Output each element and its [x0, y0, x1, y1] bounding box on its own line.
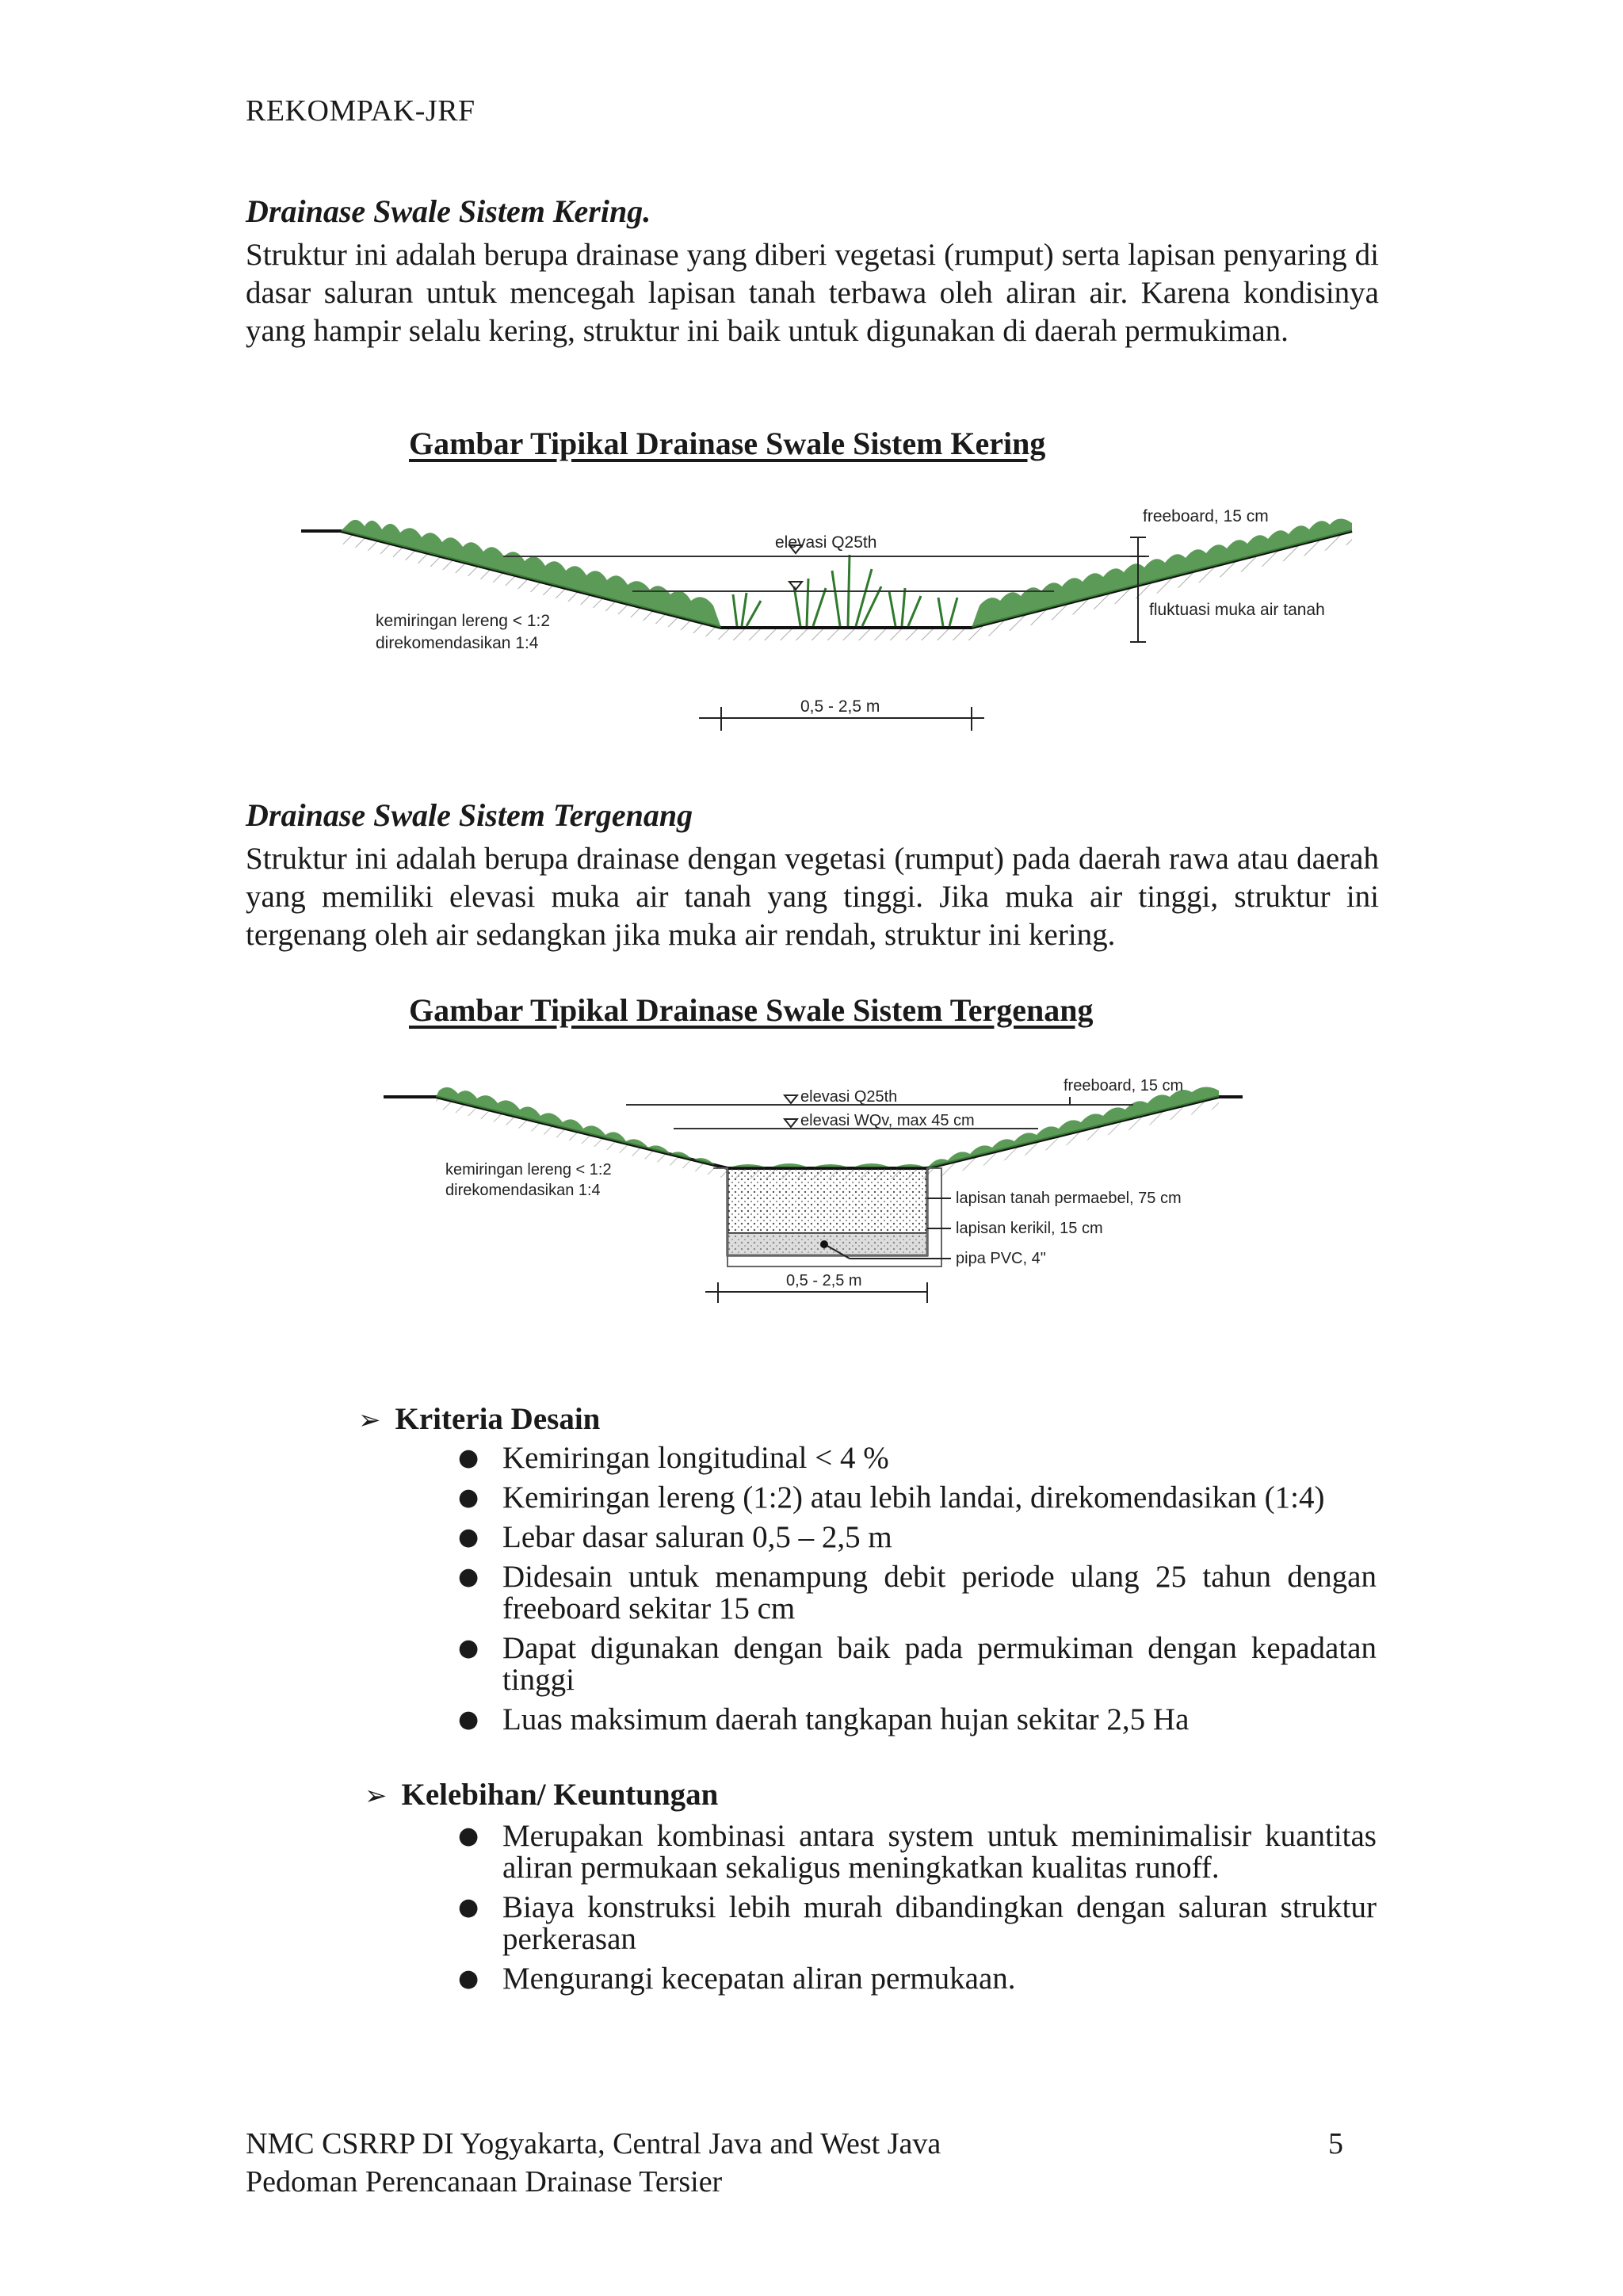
- kelebihan-list: [458, 1819, 1377, 2003]
- arrow-bullet-icon: ➢: [365, 1780, 388, 1812]
- bullet-icon: ●: [458, 1822, 479, 1850]
- label-width-2: 0,5 - 2,5 m: [786, 1272, 862, 1289]
- diagram-swale-tergenang: [372, 1070, 1268, 1308]
- kelebihan-heading-row: [365, 1777, 718, 1813]
- list-item: ● Dapat digunakan dengan baik pada permukiman dengan kepadatan tinggi: [458, 1631, 1377, 1697]
- label-slope-1b: kemiringan lereng < 1:2: [445, 1161, 612, 1179]
- bullet-icon: ●: [458, 1484, 479, 1511]
- label-slope-2b: direkomendasikan 1:4: [445, 1182, 601, 1199]
- label-lapisan-kerikil: lapisan kerikil, 15 cm: [956, 1220, 1103, 1237]
- bullet-icon: ●: [458, 1965, 479, 1992]
- figure-caption-tergenang: Gambar Tipikal Drainase Swale Sistem Tergenang: [409, 992, 1094, 1028]
- list-item: ● Didesain untuk menampung debit periode ulang 25 tahun dengan freeboard sekitar 15 cm: [458, 1560, 1377, 1626]
- page-header: REKOMPAK-JRF: [246, 94, 475, 128]
- list-item: ● Lebar dasar saluran 0,5 – 2,5 m: [458, 1520, 892, 1554]
- label-slope-2: direkomendasikan 1:4: [376, 634, 539, 652]
- bullet-icon: ●: [458, 1706, 479, 1733]
- bullet-icon: ●: [458, 1563, 479, 1591]
- list-item: ● Biaya konstruksi lebih murah dibandingkan dengan saluran struktur perkerasan: [458, 1890, 1377, 1956]
- bullet-icon: ●: [458, 1634, 479, 1662]
- label-pipa: pipa PVC, 4": [956, 1250, 1046, 1267]
- label-fluktuasi: fluktuasi muka air tanah: [1149, 601, 1325, 619]
- list-item: ● Kemiringan lereng (1:2) atau lebih landai, direkomendasikan (1:4): [458, 1480, 1325, 1515]
- kriteria-list: [458, 1441, 1377, 1744]
- paragraph-kering: Struktur ini adalah berupa drainase yang diberi vegetasi (rumput) serta lapisan penyaring di dasar saluran untuk mencegah lapisan tanah terbawa oleh aliran air. Karena kondisinya yang hampir selalu kering, struktur ini baik untuk digunakan di daerah permukiman.: [246, 238, 1379, 348]
- bullet-icon: ●: [458, 1444, 479, 1472]
- kriteria-heading-row: [358, 1401, 600, 1437]
- bullet-icon: ●: [458, 1893, 479, 1921]
- label-freeboard: freeboard, 15 cm: [1143, 507, 1269, 525]
- section-title-tergenang: Drainase Swale Sistem Tergenang: [246, 797, 693, 833]
- label-width: 0,5 - 2,5 m: [800, 697, 880, 716]
- list-item: ● Luas maksimum daerah tangkapan hujan sekitar 2,5 Ha: [458, 1702, 1190, 1736]
- list-item: ● Mengurangi kecepatan aliran permukaan.: [458, 1962, 1016, 1996]
- label-slope-1: kemiringan lereng < 1:2: [376, 612, 551, 630]
- figure-caption-kering: Gambar Tipikal Drainase Swale Sistem Kering: [409, 426, 1046, 461]
- page-number: 5: [1328, 2127, 1343, 2160]
- diagram-swale-kering: [293, 499, 1363, 745]
- label-freeboard-2: freeboard, 15 cm: [1064, 1077, 1184, 1095]
- section-title-kering: Drainase Swale Sistem Kering.: [246, 193, 651, 229]
- label-elevasi: elevasi Q25th: [775, 533, 877, 552]
- label-elevasi-wqv: elevasi WQv, max 45 cm: [800, 1112, 975, 1129]
- footer-line-1: NMC CSRRP DI Yogyakarta, Central Java and West Java: [246, 2127, 941, 2160]
- kriteria-heading: Kriteria Desain: [395, 1402, 601, 1436]
- footer-line-2: Pedoman Perencanaan Drainase Tersier: [246, 2165, 723, 2199]
- arrow-bullet-icon: ➢: [358, 1404, 381, 1436]
- paragraph-tergenang: Struktur ini adalah berupa drainase dengan vegetasi (rumput) pada daerah rawa atau daerah yang memiliki elevasi muka air tanah yang tinggi. Jika muka air tinggi, struktur ini tergenang oleh air sedangkan jika muka air rendah, struktur ini kering.: [246, 842, 1379, 952]
- kelebihan-heading: Kelebihan/ Keuntungan: [401, 1778, 719, 1812]
- list-item: ● Merupakan kombinasi antara system untuk meminimalisir kuantitas aliran permukaan sekaligus meningkatkan kualitas runoff.: [458, 1819, 1377, 1885]
- bullet-icon: ●: [458, 1523, 479, 1551]
- label-elevasi-2: elevasi Q25th: [800, 1088, 898, 1106]
- list-item: ● Kemiringan longitudinal < 4 %: [458, 1441, 889, 1475]
- label-lapisan-tanah: lapisan tanah permaebel, 75 cm: [956, 1190, 1182, 1207]
